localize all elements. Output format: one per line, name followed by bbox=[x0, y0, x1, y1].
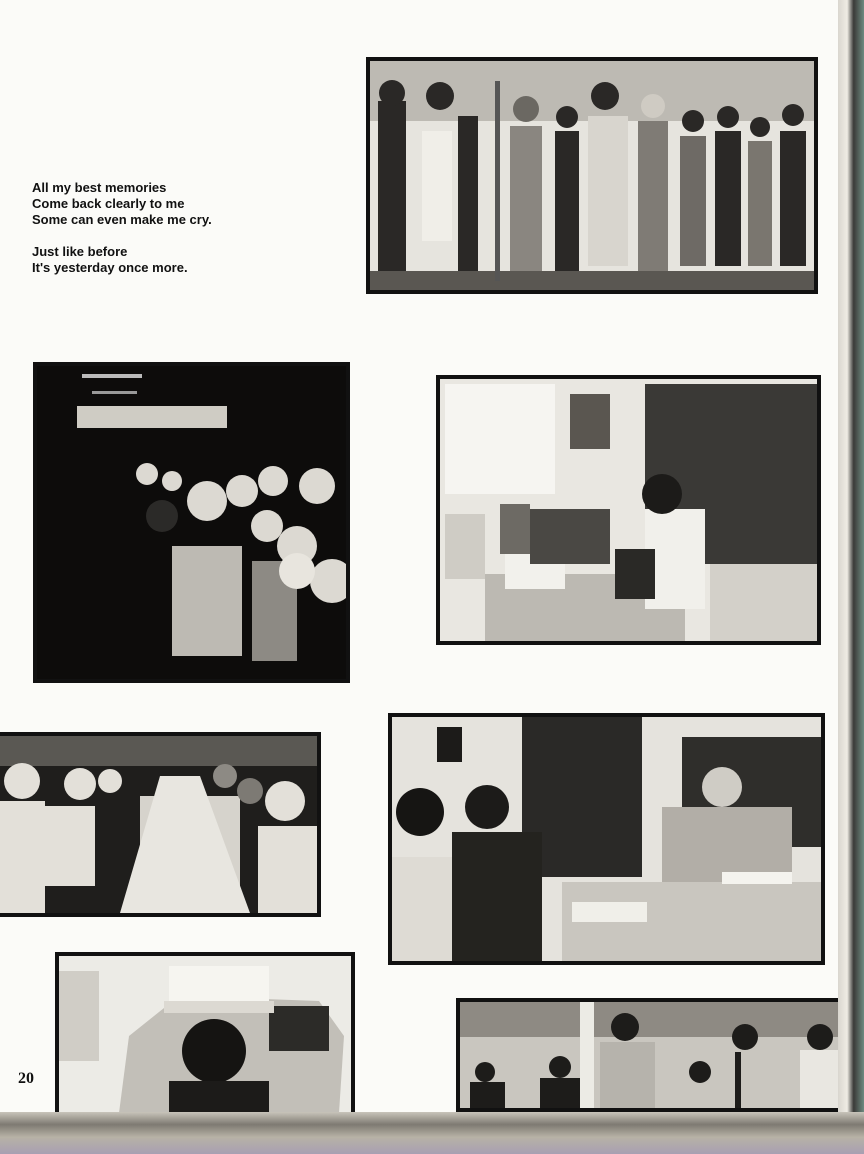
poem-line: Come back clearly to me bbox=[32, 196, 185, 211]
photo-school-play bbox=[366, 57, 818, 294]
poem-line: Just like before bbox=[32, 244, 128, 259]
book-gutter bbox=[838, 0, 864, 1154]
poem-line: All my best memories bbox=[32, 180, 167, 195]
photo-bleachers bbox=[456, 998, 851, 1112]
photo-banquet bbox=[0, 732, 321, 917]
page-number: 20 bbox=[18, 1070, 34, 1087]
photo-lounge bbox=[388, 713, 825, 965]
poem-line: It's yesterday once more. bbox=[32, 260, 188, 275]
photo-halloween-masks bbox=[33, 362, 350, 683]
photo-boy-in-cap bbox=[55, 952, 355, 1117]
photo-teacher-classroom bbox=[436, 375, 821, 645]
poem-text bbox=[32, 180, 292, 276]
page-bottom-edge bbox=[0, 1112, 864, 1154]
poem-line: Some can even make me cry. bbox=[32, 212, 212, 227]
